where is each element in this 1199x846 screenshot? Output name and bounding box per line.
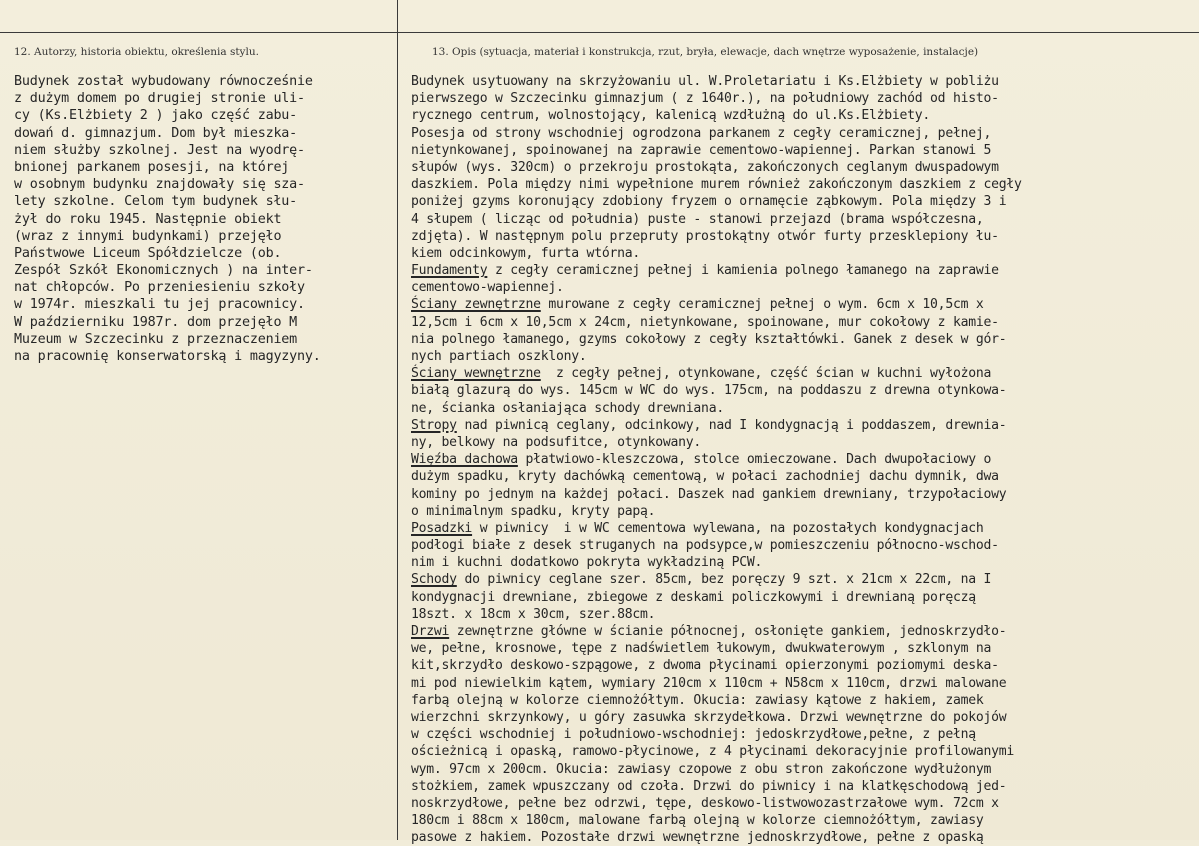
description-line-text: płatwiowo-kleszczowa, stolce omieczowane. Dach dwupołaciowy o [517,452,992,468]
description-line [411,211,1193,228]
description-line-text: daszkiem. Pola między nimi wypełnione murem również zakończonym daszkiem z cegły [411,177,1022,193]
description-line [411,451,1193,468]
description-line [411,90,1193,107]
description-line [411,812,1193,829]
description-line [411,279,1193,296]
description-line [411,743,1193,760]
description-line [411,142,1193,159]
description-line [411,382,1193,399]
description-line [411,228,1193,245]
history-line: lety szkolne. Celom tym budynek słu- [14,194,298,210]
description-line-text: Budynek usytuowany na skrzyżowaniu ul. W.Proletariatu i Ks.Elżbiety w pobliżu [411,74,999,89]
description-line [411,726,1193,743]
column-divider [397,0,398,840]
description-line-text: w piwnicy i w WC cementowa wylewana, na pozostałych kondygnacjach [472,520,984,536]
section-label: Stropy [411,417,457,433]
description-line-text: rycznego centrum, wolnostojący, kalenicą wzdłużną do ul.Ks.Elżbiety. [411,108,931,124]
description-line [411,468,1193,485]
history-line: (wraz z innymi budynkami) przejęło [14,228,282,244]
description-line-text: o minimalnym spadku, kryty papą. [411,503,656,519]
description-line-text: 12,5cm i 6cm x 10,5cm x 24cm, nietynkowane, spoinowane, mur cokołowy z kamie- [411,314,999,330]
description-line-text: pasowe z hakiem. Pozostałe drzwi wewnętrzne jednoskrzydłowe, pełne z opaską [411,830,984,846]
history-line: w osobnym budynku znajdowały się sza- [14,177,305,193]
description-line [411,107,1193,124]
description-line-text: ne, ścianka osłaniająca schody drewniana. [411,400,724,416]
description-line-text: nim i kuchni dodatkowo pokryta wykładziną PCW. [411,555,763,571]
description-line [411,692,1193,709]
description-line-text: murowane z cegły ceramicznej pełnej o wym. 6cm x 10,5cm x [540,297,984,313]
description-line [411,348,1193,365]
description-line-text: we, pełne, krosnowe, tępe z nadświetlem łukowym, dwukwaterowym , szklonym na [411,641,992,657]
description-line [411,709,1193,726]
description-line-text: z cegły pełnej, otynkowane, część ścian w kuchni wyłożona [540,366,992,382]
description-line-text: ny, belkowy na podsufitce, otynkowany. [411,434,702,450]
description-line [411,761,1193,778]
top-rule [0,32,1199,33]
description-line [411,262,1193,279]
description-line [411,125,1193,142]
description-line-text: noskrzydłowe, pełne bez odrzwi, tępe, deskowo-listwowozastrzałowe wym. 72cm x [411,795,999,811]
description-line-text: Posesja od strony wschodniej ogrodzona parkanem z cegły ceramicznej, pełnej, [411,125,992,141]
description-line [411,520,1193,537]
section-label: Fundamenty [411,263,488,279]
description-line [411,606,1193,623]
description-line [411,778,1193,795]
section-label: Drzwi [411,624,450,639]
description-line [411,554,1193,571]
history-line: Zespół Szkół Ekonomicznych ) na inter- [14,263,313,279]
description-line-text: wierzchni skrzynkowy, u góry zasuwka skrzydełkowa. Drzwi wewnętrzne do pokojów [411,709,1007,725]
description-line-text: wym. 97cm x 200cm. Okucia: zawiasy czopowe z obu stron zakończone wydłużonym [411,761,992,777]
description-line [411,193,1193,210]
description-line [411,640,1193,657]
description-line [411,176,1193,193]
description-line-text: dużym spadku, kryty dachówką cementową, w połaci zachodniej dachu dymnik, dwa [411,469,999,485]
description-text [411,73,1193,846]
heading-authors-history: 12. Autorzy, historia obiektu, określenia stylu. [14,46,259,58]
description-line [411,400,1193,417]
history-line: w 1974r. mieszkali tu jej pracownicy. [14,297,305,313]
history-line: W październiku 1987r. dom przejęło M [14,314,298,330]
description-line-text: kiem odcinkowym, furta wtórna. [411,245,640,261]
description-line-text: nia polnego łamanego, gzyms cokołowy z cegły kształtówki. Ganek z desek w gór- [411,331,1007,347]
section-label: Więźba dachowa [411,452,518,468]
description-line-text: zdjęta). W następnym polu przepruty prostokątny otwór furty przesklepiony łu- [411,228,999,244]
history-text [14,73,394,365]
description-line [411,434,1193,451]
heading-description: 13. Opis (sytuacja, materiał i konstrukcja, rzut, bryła, elewacje, dach wnętrze wyposażenie, instalacje) [432,46,979,58]
history-line: cy (Ks.Elżbiety 2 ) jako część zabu- [14,108,298,124]
description-line-text: w części wschodniej i południowo-wschodniej: jedoskrzydłowe,pełne, z pełną [411,727,976,743]
history-line: żył do roku 1945. Następnie obiekt [14,211,282,227]
history-line: Budynek został wybudowany równocześnie [14,74,313,89]
description-line-text: nietynkowanej, spoinowanej na zaprawie cementowo-wapiennej. Parkan stanowi 5 [411,142,992,158]
description-line [411,503,1193,520]
description-line [411,417,1193,434]
description-line [411,159,1193,176]
description-line [411,73,1193,90]
description-line-text: kondygnacji drewniane, zbiegowe z deskami policzkowymi i drewnianą poręczą [411,589,976,605]
description-line-text: 180cm i 88cm x 180cm, malowane farbą olejną w kolorze ciemnożółtym, zawiasy [411,813,984,829]
description-line-text: pierwszego w Szczecinku gimnazjum ( z 1640r.), na południowy zachód od histo- [411,91,999,107]
description-line-text: farbą olejną w kolorze ciemnożółtym. Okucia: zawiasy kątowe z hakiem, zamek [411,692,984,708]
description-line-text: zewnętrzne główne w ścianie północnej, osłonięte gankiem, jednoskrzydło- [449,624,1007,639]
description-line-text: białą glazurą do wys. 145cm w WC do wys. 175cm, na poddaszu z drewna otynkowa- [411,383,1007,399]
description-line-text: poniżej gzyms koronujący zdobiony fryzem o ornamęcie ząbkowym. Pola między 3 i [411,194,1007,210]
history-line: Muzeum w Szczecinku z przeznaczeniem [14,331,298,347]
description-line-text: 4 słupem ( licząc od południa) puste - stanowi przejazd (brama współczesna, [411,211,984,227]
description-line-text: do piwnicy ceglane szer. 85cm, bez poręczy 9 szt. x 21cm x 22cm, na I [456,572,992,588]
description-line-text: podłogi białe z desek struganych na podsypce,w pomieszczeniu północno-wschod- [411,538,999,554]
description-line [411,365,1193,382]
description-line [411,675,1193,692]
description-line-text: z cegły ceramicznej pełnej i kamienia polnego łamanego na zaprawie [487,263,999,279]
section-label: Schody [411,572,457,588]
description-line [411,571,1193,588]
history-line: bnionej parkanem posesji, na której [14,159,290,175]
description-line-text: mi pod niewielkim kątem, wymiary 210cm x 110cm + N58cm x 110cm, drzwi malowane [411,675,1007,691]
section-label: Ściany wewnętrzne [411,366,541,382]
description-line [411,795,1193,812]
description-line [411,537,1193,554]
history-line: nat chłopców. Po przeniesieniu szkoły [14,280,305,296]
description-line-text: ościeżnicą i opaską, ramowo-płycinowe, z 4 płycinami dekoracyjnie profilowanymi [411,744,1015,760]
description-line [411,589,1193,606]
description-line [411,296,1193,313]
description-line-text: nych partiach oszklony. [411,349,587,364]
description-line [411,829,1193,846]
section-label: Ściany zewnętrzne [411,297,541,313]
description-line-text: kit,skrzydło deskowo-szpągowe, z dwoma płycinami opierzonymi poziomymi deska- [411,658,999,674]
history-line: z dużym domem po drugiej stronie uli- [14,91,305,107]
description-line [411,314,1193,331]
description-line [411,245,1193,262]
description-line-text: cementowo-wapiennej. [411,280,564,296]
description-line [411,486,1193,503]
history-line: na pracownię konserwatorską i magyzyny. [14,349,321,364]
history-line: Państwowe Liceum Spółdzielcze (ob. [14,245,282,261]
description-line [411,331,1193,348]
description-line-text: kominy po jednym na każdej połaci. Daszek nad gankiem drewniany, trzypołaciowy [411,486,1007,502]
history-line: niem służby szkolnej. Jest na wyodrę- [14,142,305,158]
description-line [411,623,1193,640]
description-line-text: słupów (wys. 320cm) o przekroju prostokąta, zakończonych ceglanym dwuspadowym [411,159,999,175]
history-line: dowań d. gimnazjum. Dom był mieszka- [14,125,298,141]
description-line [411,657,1193,674]
section-label: Posadzki [411,520,473,536]
description-line-text: 18szt. x 18cm x 30cm, szer.88cm. [411,606,656,622]
description-line-text: nad piwnicą ceglany, odcinkowy, nad I kondygnacją i poddaszem, drewnia- [456,417,1007,433]
description-line-text: stożkiem, zamek wpuszczany od czoła. Drzwi do piwnicy i na klatkęschodową jed- [411,778,1007,794]
